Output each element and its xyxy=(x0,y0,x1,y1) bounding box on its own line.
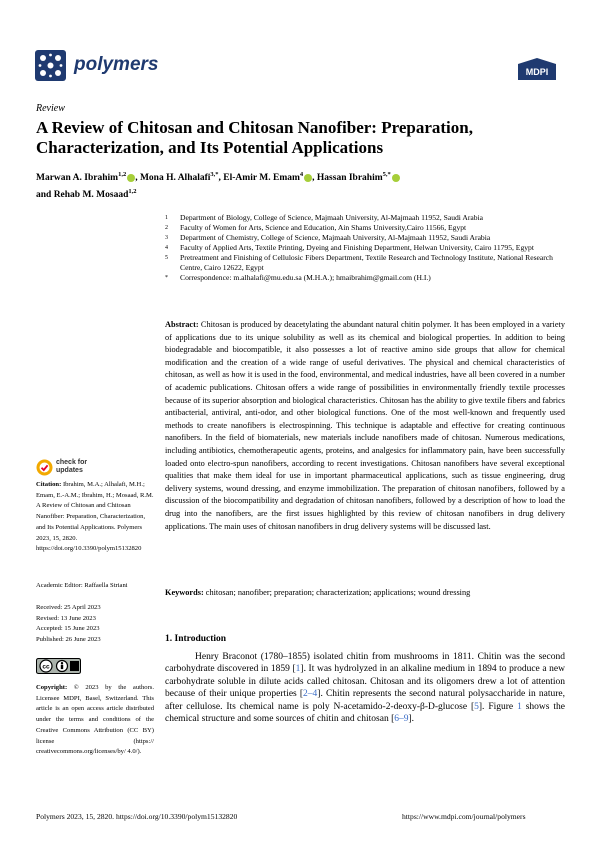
copyright-notice xyxy=(36,683,154,758)
publication-dates xyxy=(36,603,154,645)
citation-text: Ibrahim, M.A.; Alhalafi, M.H.; Emam, E.-A.M.; Ibrahim, H.; Mosaad, R.M. A Review of Chitosan and Chitosan Nanofiber: Preparation, Characterization, and Its Potential Applications. Polymers 2023, 15, 2820. https://doi.org/10.3390/polym15132820 xyxy=(36,481,154,553)
author-name: Hassan Ibrahim xyxy=(316,173,383,184)
citation xyxy=(36,480,154,555)
author-list xyxy=(36,168,566,202)
author-separator: , xyxy=(135,173,140,184)
orcid-icon[interactable] xyxy=(304,174,312,182)
mdpi-logo-icon[interactable] xyxy=(518,58,556,80)
citation-link[interactable]: 1 xyxy=(295,664,301,675)
orcid-icon[interactable] xyxy=(127,174,135,182)
author-affiliation-sup: 3,* xyxy=(210,171,219,178)
author-affiliation-sup: 5,* xyxy=(382,171,391,178)
check-updates-icon xyxy=(36,459,53,476)
copyright-text: © 2023 by the authors. Licensee MDPI, Basel, Switzerland. This article is an open access article distributed under the terms and conditions of the Creative Commons Attribution (CC BY) license (https:// creativecommons.org/licenses/by/ 4.0/). xyxy=(36,684,154,756)
paragraph-text: Henry Braconot (1780–1855) isolated chitin from mushrooms in 1811. Chitin was the second carbohydrate discovered in 1859 [ xyxy=(165,652,565,675)
affiliation-number: * xyxy=(165,275,168,281)
journal-logo-icon xyxy=(35,50,66,81)
author-name: Mona H. Alhalafi xyxy=(139,173,211,184)
keywords-text: chitosan; nanofiber; preparation; characterization; applications; wound dressing xyxy=(205,588,471,597)
academic-editor: Academic Editor: Raffaella Striani xyxy=(36,582,128,589)
check-updates-line1: check for xyxy=(56,459,88,466)
citation-label: Citation: xyxy=(36,481,62,488)
citation-link[interactable]: 1 xyxy=(517,701,522,712)
cc-by-license-icon[interactable] xyxy=(36,658,81,674)
paragraph-text: ]. It was hydrolyzed in an alkaline medium in 1894 to produce a new carbohydrate soluble in dilute acids called chitosan. Chitosan and its oligomers drew a lot of attention because of their unique properties [ xyxy=(165,664,565,700)
journal-name[interactable]: polymers xyxy=(74,54,159,75)
affiliation-number: 3 xyxy=(165,235,168,241)
paragraph-text: ]. Figure xyxy=(478,701,518,712)
footer-journal-url[interactable]: https://www.mdpi.com/journal/polymers xyxy=(402,812,526,821)
article-title: A Review of Chitosan and Chitosan Nanofiber: Preparation, Characterization, and Its Potential Applications xyxy=(36,118,473,157)
author-name: Marwan A. Ibrahim xyxy=(36,173,119,184)
publication-date: Accepted: 15 June 2023 xyxy=(36,625,100,633)
paragraph-text: ]. xyxy=(408,714,415,725)
citation-link[interactable]: 2–4 xyxy=(303,689,318,700)
cc-badge-text: cc xyxy=(42,663,50,671)
publication-date: Revised: 13 June 2023 xyxy=(36,614,96,622)
orcid-icon[interactable] xyxy=(392,174,400,182)
keywords xyxy=(165,587,565,599)
affiliation-number: 5 xyxy=(165,255,168,261)
affiliation-item xyxy=(165,213,565,223)
paragraph-text: ]. Chitin represents the second natural polysaccharide in nature, after cellulose. Its chemical name is poly N-acetamido-2-deoxy-β-D-glucose [ xyxy=(165,689,565,712)
author-name: El-Amir M. Emam xyxy=(223,173,300,184)
copyright-label: Copyright: xyxy=(36,684,68,691)
author-affiliation-sup: 1,2 xyxy=(128,188,137,196)
affiliation-text: Faculty of Women for Arts, Science and Education, Ain Shams University,Cairo 11566, Egypt xyxy=(180,223,467,232)
affiliation-number: 4 xyxy=(165,245,168,251)
citation-link[interactable]: 5 xyxy=(474,701,479,712)
footer-citation[interactable]: Polymers 2023, 15, 2820. https://doi.org/10.3390/polym15132820 xyxy=(36,812,238,821)
publication-date: Received: 25 April 2023 xyxy=(36,604,101,611)
keywords-label: Keywords: xyxy=(165,588,204,597)
affiliation-text: Faculty of Applied Arts, Textile Printing, Dyeing and Finishing Department, Helwan University, Cairo 11795, Egypt xyxy=(180,243,534,252)
abstract-text: Chitosan is produced by deacetylating the abundant natural chitin polymer. It has been employed in a variety of applications due to its unique solubility as well as its chemical and biological properties. In addition to being biodegradable and biocompatible, it also possesses a lot of reactive amino side groups that allow for chemical modification and the creation of a wide range of useful derivatives. The physical and chemical characteristics of chitosan, as well as how it is used in the food, environmental, and medical industries, have all been covered in a number of academic publications. Chitosan offers a wide range of possibilities in environmentally friendly textile processes because of its superior absorption and biological characteristics. Chitosan has the ability to give textile fibers and fabrics antibacterial, antiviral, anti-odor, and other biological functions. One of the most well-known and frequently used methods to create nanofibers is electrospinning. This technique is adaptable and effective for creating continuous nanofibers. In the field of biomaterials, new materials include nanofibers made of chitosan. Numerous medications, including antibiotics, chemotherapeutic agents, proteins, and analgesics for inflammatory pain, have been successfully loaded onto electro-spun nanofibers, according to recent investigations. Chitosan nanofibers have several exceptional qualities that make them ideal for use in important pharmaceutical applications, such as tissue engineering, drug delivery systems, wound dressing, and enzyme immobilization. The preparation of chitosan nanofibers, followed by a discussion of the biocompatibility and degradation of chitosan nanofibers, followed by a description of how to load the drug into the nanofibers, are the first issues highlighted by this review of chitosan nanofibers in drug delivery applications. The main uses of chitosan nanofibers in drug delivery systems will be discussed last. xyxy=(165,320,565,531)
mdpi-badge-text: MDPI xyxy=(525,67,549,77)
affiliation-text: Correspondence: m.alhalafi@mu.edu.sa (M.H.A.); hmaibrahim@gmail.com (H.I.) xyxy=(180,273,431,282)
affiliation-item xyxy=(165,233,565,243)
publication-date: Published: 26 June 2023 xyxy=(36,635,101,643)
affiliation-item xyxy=(165,223,565,233)
affiliations xyxy=(165,213,565,283)
affiliation-item xyxy=(165,253,565,273)
author-name: and Rehab M. Mosaad xyxy=(36,190,129,201)
section-heading: 1. Introduction xyxy=(165,634,227,644)
abstract xyxy=(165,319,565,533)
affiliation-item xyxy=(165,273,565,283)
article-type: Review xyxy=(36,103,65,114)
author-separator: , xyxy=(218,173,224,184)
author-affiliation-sup: 4 xyxy=(299,171,304,178)
affiliation-number: 1 xyxy=(165,215,168,221)
affiliation-text: Department of Biology, College of Science, Majmaah University, Al-Majmaah 11952, Saudi Arabia xyxy=(180,213,484,222)
introduction-paragraph xyxy=(165,651,565,725)
citation-link[interactable]: 6–9 xyxy=(394,714,409,725)
check-for-updates-badge[interactable] xyxy=(36,458,100,478)
author-affiliation-sup: 1,2 xyxy=(118,171,127,178)
check-updates-line2: updates xyxy=(56,467,83,474)
affiliation-text: Pretreatment and Finishing of Cellulosic Fibers Department, Textile Research and Technology Institute, National Research Centre, Cairo 12622, Egypt xyxy=(180,253,553,272)
affiliation-text: Department of Chemistry, College of Science, Majmaah University, Al-Majmaah 11952, Saudi Arabia xyxy=(180,233,491,242)
affiliation-item xyxy=(165,243,565,253)
abstract-label: Abstract: xyxy=(165,320,199,329)
author-separator: , xyxy=(312,173,317,184)
paragraph-text: shows the chemical structure and some sources of chitin and chitosan [ xyxy=(165,701,565,725)
check-updates-text xyxy=(56,459,87,475)
affiliation-number: 2 xyxy=(165,225,168,231)
